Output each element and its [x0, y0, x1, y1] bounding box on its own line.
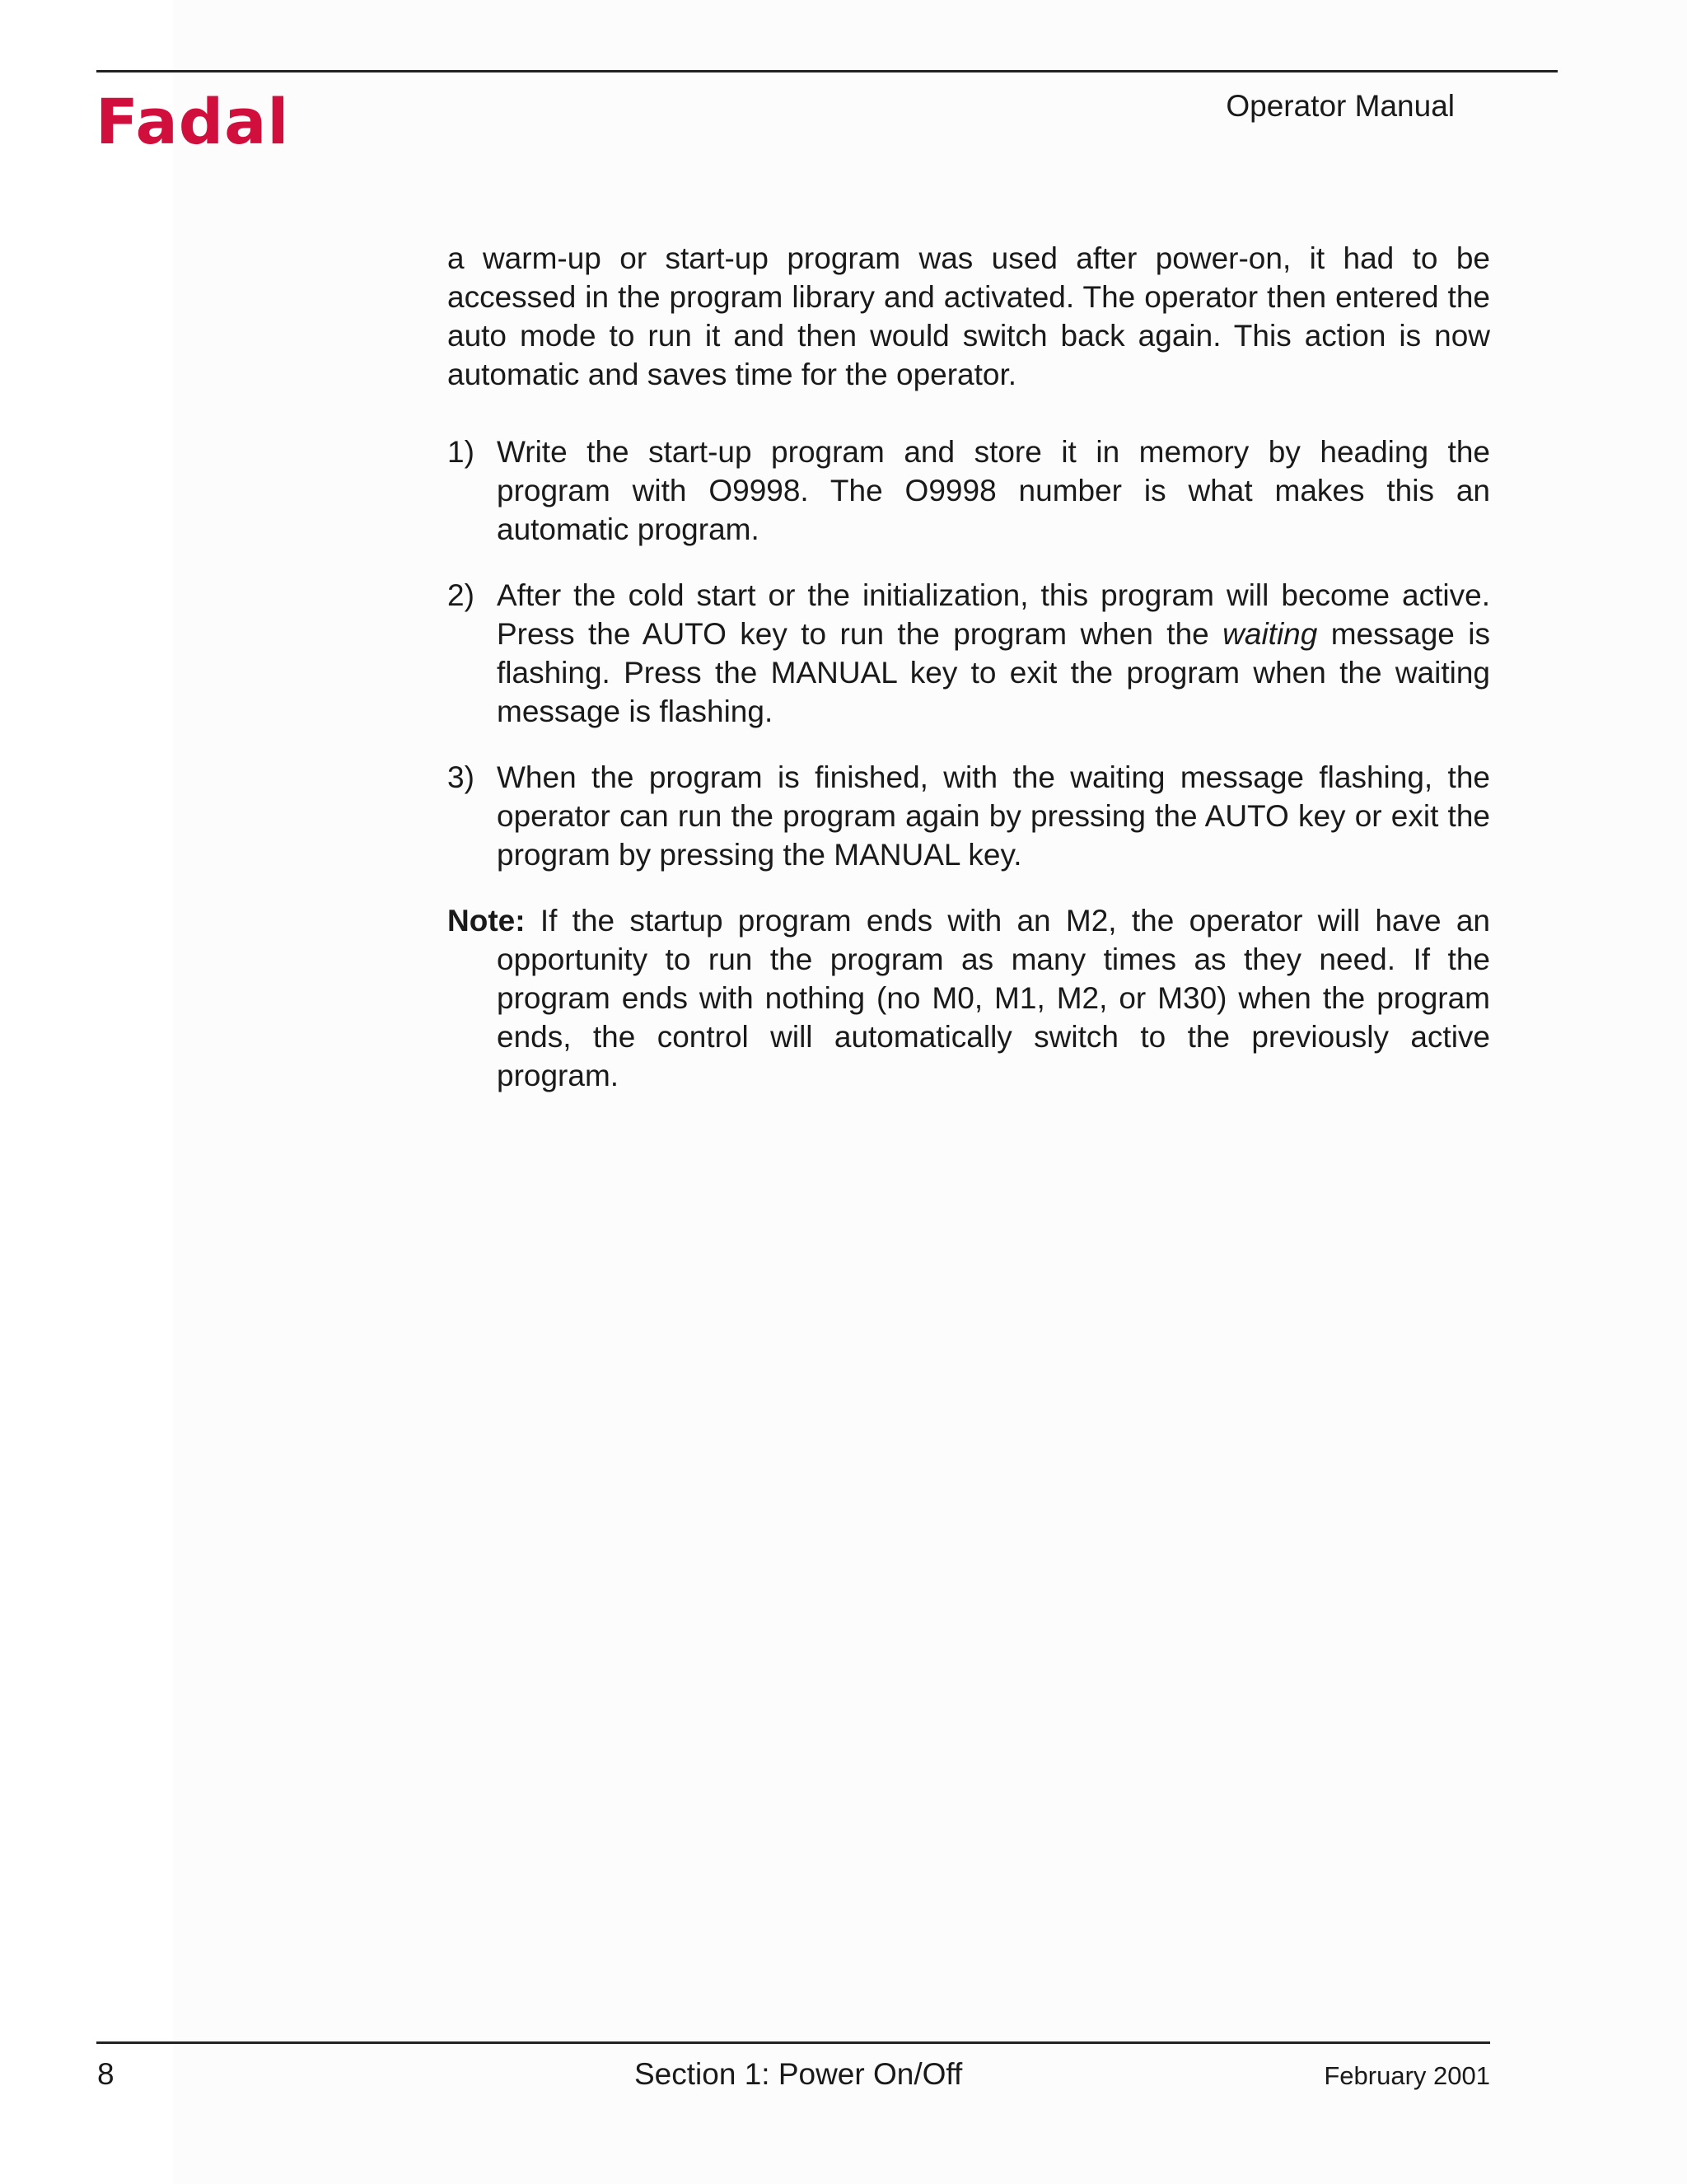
page-number: 8 [97, 2057, 114, 2091]
list-item-number: 2) [447, 578, 474, 612]
header-rule [96, 70, 1558, 72]
footer-date: February 2001 [1324, 2061, 1490, 2090]
list-item-number: 1) [447, 435, 474, 469]
intro-paragraph: a warm-up or start-up program was used after power-on, it had to be accessed in the program library and activated. The operator then entered the auto mode to run it and then would switch back again. This action is now automatic and saves time for the operator. [447, 241, 1490, 391]
list-item [447, 758, 1490, 874]
note-paragraph [447, 901, 1490, 1095]
list-item-text: Write the start-up program and store it in memory by heading the program with O9998. The O9998 number is what makes this an automatic program. [497, 435, 1490, 546]
main-content [447, 239, 1490, 1095]
list-item-text [497, 576, 1490, 731]
list-item-number: 3) [447, 760, 474, 794]
list-item-text-start: After the cold start or the initialization, this program will become active. Press the AUTO key to run the program when the [497, 578, 1490, 651]
header-title: Operator Manual [1226, 89, 1455, 123]
list-item [447, 433, 1490, 549]
note-text: If the startup program ends with an M2, the operator will have an opportunity to run the program as many times as they need. If the program ends with nothing (no M0, M1, M2, or M30) when the program ends, the control will automatically switch to the previously active program. [497, 904, 1491, 1092]
list-item [447, 576, 1490, 731]
emphasis-waiting: waiting [1222, 617, 1318, 651]
list-item-text-end: message is flashing. Press the MANUAL key to exit the program when the waiting message is flashing. [497, 617, 1490, 728]
footer-section-title: Section 1: Power On/Off [634, 2057, 963, 2091]
footer-rule [96, 2041, 1490, 2044]
fadal-logo: Fadal [96, 85, 290, 158]
list-item-text: When the program is finished, with the waiting message flashing, the operator can run the program again by pressing the AUTO key or exit the program by pressing the MANUAL key. [497, 760, 1490, 872]
note-label: Note: [447, 904, 526, 938]
